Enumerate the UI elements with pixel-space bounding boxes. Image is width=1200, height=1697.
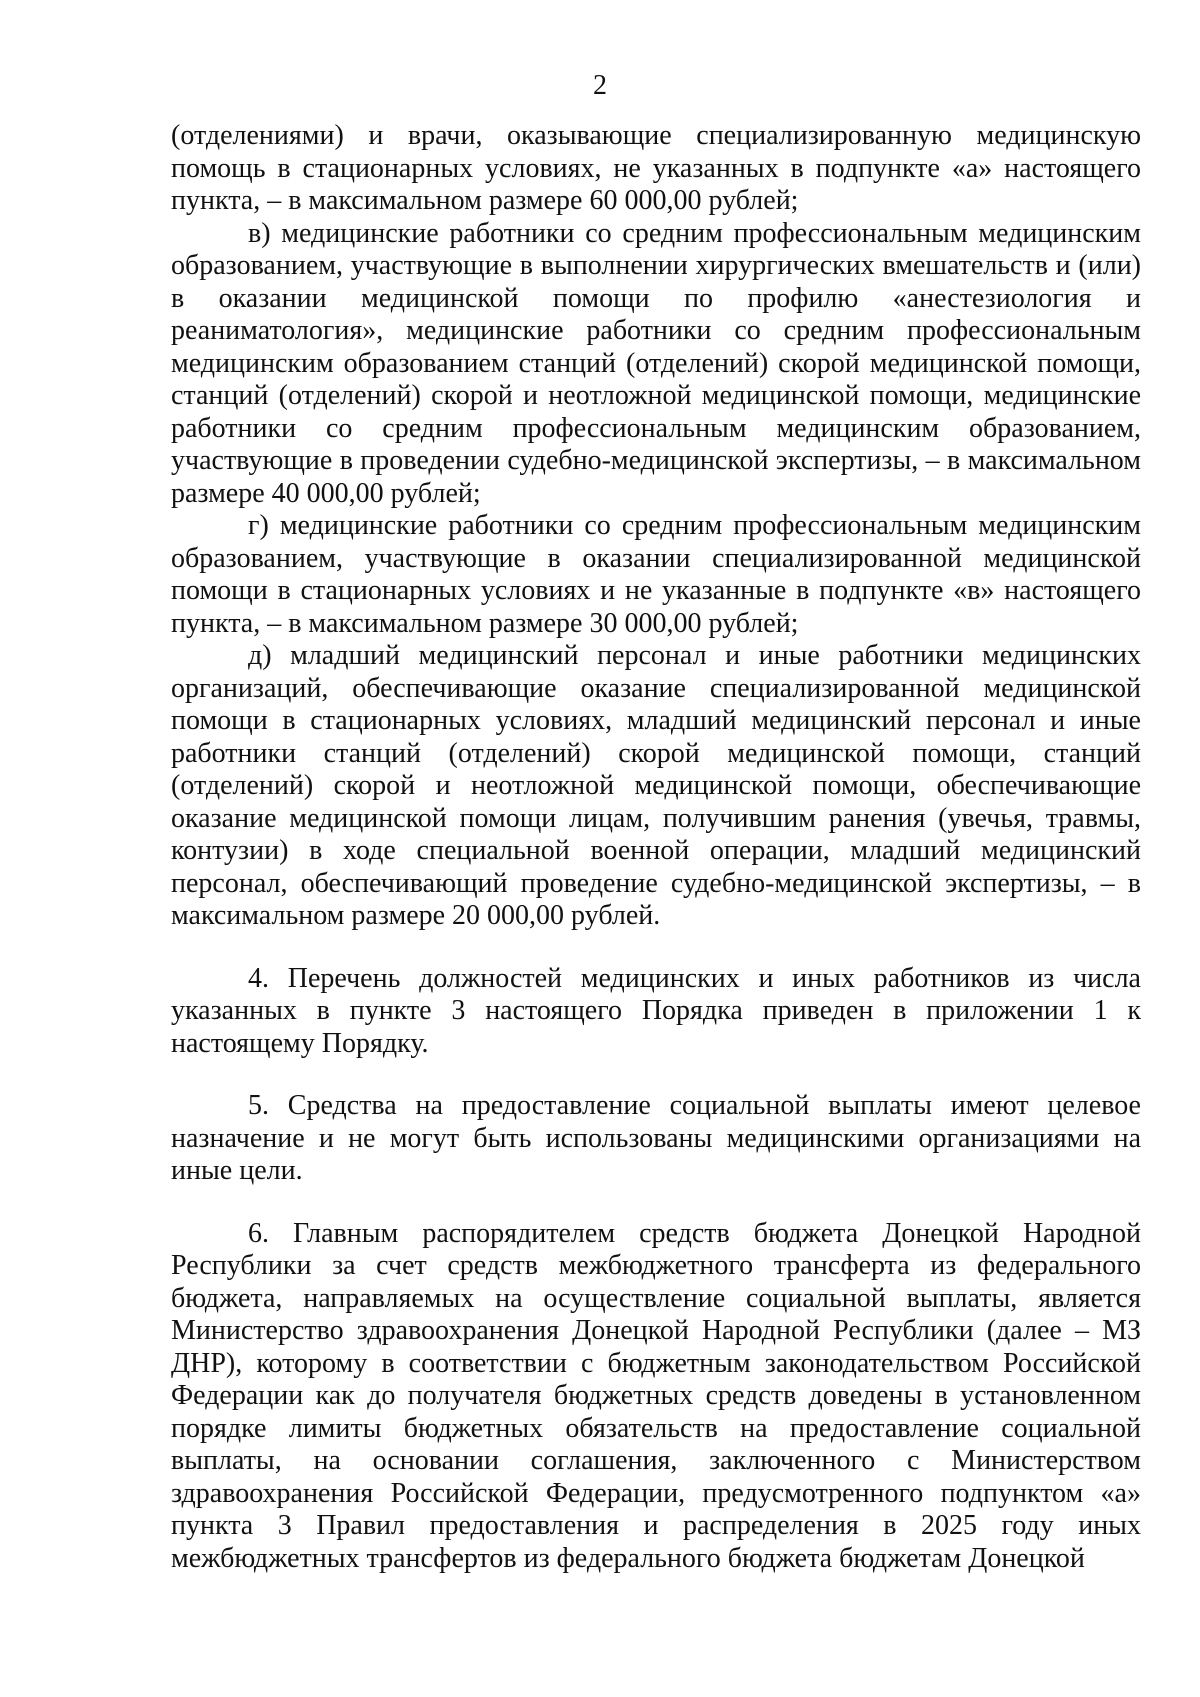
- paragraph-item-d: д) младший медицинский персонал и иные работники медицинских организаций, обеспечивающие оказание специализированной медицинской помощи в стационарных условиях, младший медицинский персонал и иные работники станций (отделений) скорой медицинской помощи, станций (отделений) скорой и неотложной медицинской помощи, обеспечивающие оказание медицинской помощи лицам, получившим ранения (увечья, травмы, контузии) в ходе специальной военной операции, младший медицинский персонал, обеспечивающий проведение судебно-медицинской экспертизы, – в максимальном размере 20 000,00 рублей.: [171, 640, 1141, 931]
- paragraph-point-6: 6. Главным распорядителем средств бюджета Донецкой Народной Республики за счет средств межбюджетного трансферта из федерального бюджета, направляемых на осуществление социальной выплаты, является Министерство здравоохранения Донецкой Народной Республики (далее – МЗ ДНР), которому в соответствии с бюджетным законодательством Российской Федерации как до получателя бюджетных средств доведены в установленном порядке лимиты бюджетных обязательств на предоставление социальной выплаты, на основании соглашения, заключенного с Министерством здравоохранения Российской Федерации, предусмотренного подпунктом «а» пункта 3 Правил предоставления и распределения в 2025 году иных межбюджетных трансфертов из федерального бюджета бюджетам Донецкой: [171, 1217, 1141, 1574]
- document-body: [171, 120, 1141, 1575]
- paragraph-continuation: (отделениями) и врачи, оказывающие специализированную медицинскую помощь в стационарных условиях, не указанных в подпункте «а» настоящего пункта, – в максимальном размере 60 000,00 рублей;: [171, 120, 1141, 216]
- paragraph-item-v: в) медицинские работники со средним профессиональным медицинским образованием, участвующие в выполнении хирургических вмешательств и (или) в оказании медицинской помощи по профилю «анестезиология и реаниматология», медицинские работники со средним профессиональным медицинским образованием станций (отделений) скорой медицинской помощи, станций (отделений) скорой и неотложной медицинской помощи, медицинские работники со средним профессиональным медицинским образованием, участвующие в проведении судебно-медицинской экспертизы, – в максимальном размере 40 000,00 рублей;: [171, 217, 1141, 509]
- paragraph-point-4: 4. Перечень должностей медицинских и иных работников из числа указанных в пункте 3 настоящего Порядка приведен в приложении 1 к настоящему Порядку.: [171, 962, 1141, 1059]
- paragraph-point-5: 5. Средства на предоставление социальной выплаты имеют целевое назначение и не могут быть использованы медицинскими организациями на иные цели.: [171, 1090, 1141, 1186]
- paragraph-item-g: г) медицинские работники со средним профессиональным медицинским образованием, участвующие в оказании специализированной медицинской помощи в стационарных условиях и не указанные в подпункте «в» настоящего пункта, – в максимальном размере 30 000,00 рублей;: [171, 510, 1141, 639]
- page-number: 2: [593, 70, 607, 101]
